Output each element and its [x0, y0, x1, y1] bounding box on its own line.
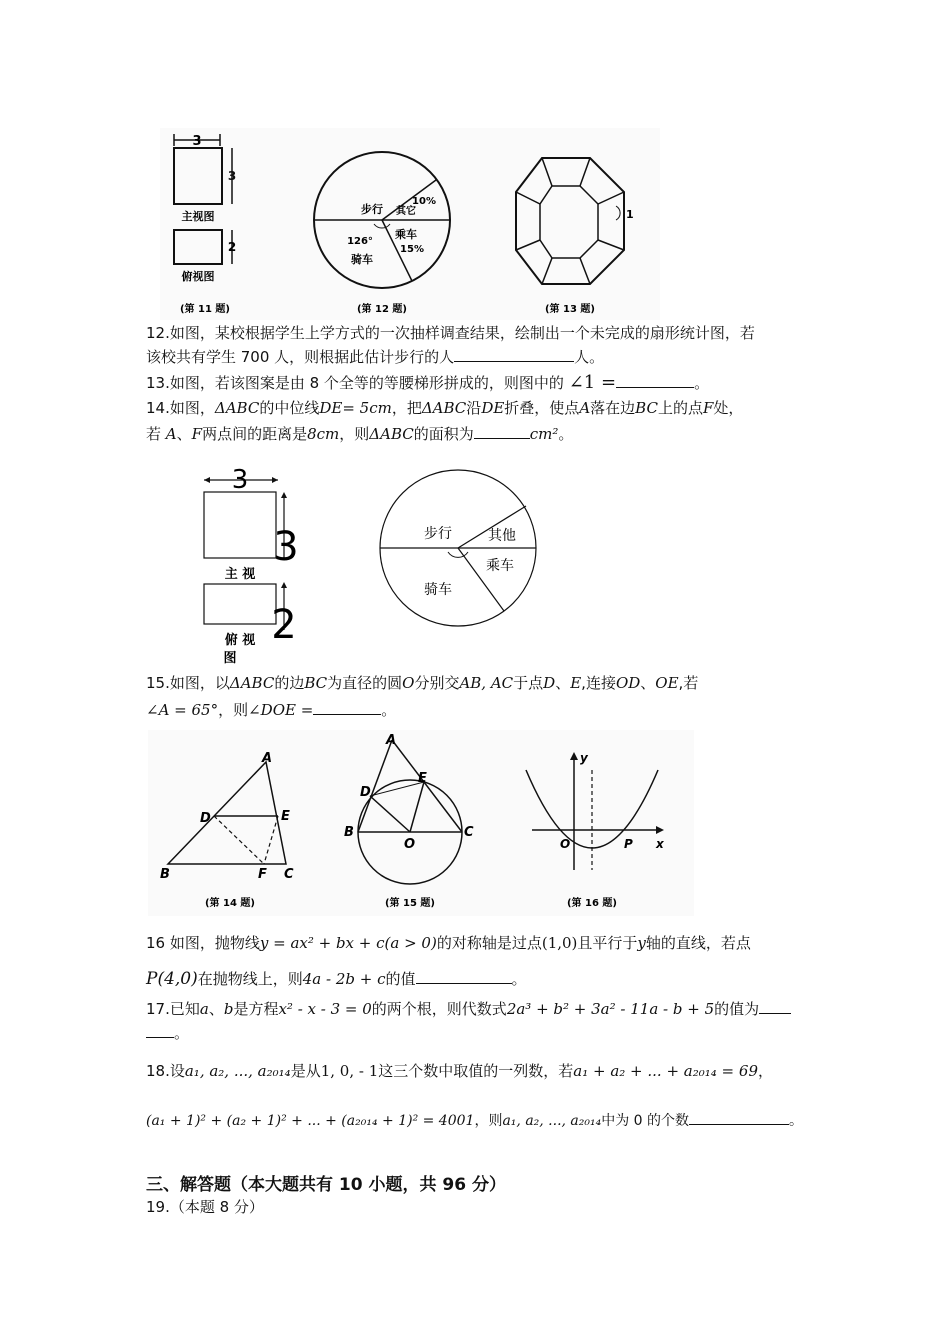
q15-doe: ∠DOE = [248, 701, 314, 719]
q13-after: 。 [694, 374, 710, 392]
fig14-D: D [200, 811, 211, 826]
q14-p2: 的中位线 [259, 399, 320, 417]
q16-line2 [146, 968, 527, 990]
fig12-other-pct: 10% [412, 196, 436, 207]
fig15-B: B [344, 825, 354, 840]
q18-after: 。 [789, 1113, 804, 1129]
q14-f-2: F [191, 425, 203, 443]
q15-p4: 分别交 [414, 674, 460, 692]
q14-p8: 处， [713, 399, 744, 417]
q15-e: E [570, 674, 582, 692]
q13-line [146, 372, 709, 394]
q17-p5: 的值为 [714, 1000, 760, 1018]
redrawn-bus-label: 乘车 [486, 558, 514, 574]
q15-angle: ∠A = 65° [146, 701, 219, 719]
q18-p1: 18.设 [146, 1062, 185, 1080]
fig12-bus-label: 乘车 [395, 228, 417, 241]
fig12-walk-label: 步行 [361, 203, 383, 216]
redrawn-main-view [204, 468, 299, 582]
q16-pt: (1,0) [541, 934, 578, 952]
redrawn-top-side-dim: 2 [271, 602, 297, 648]
q13-answer-blank[interactable] [616, 373, 694, 388]
fig13-angle-label: 1 [626, 208, 634, 221]
q14-tri: ΔABC [214, 399, 260, 417]
q15-p9: ,若 [678, 674, 699, 692]
q12-line2 [146, 346, 604, 368]
q15-after: 。 [381, 701, 397, 719]
q17-b: b [223, 1000, 234, 1018]
fig12-bike-label: 骑车 [351, 253, 373, 266]
redrawn-pie [380, 470, 536, 626]
q12-after: 人。 [574, 348, 605, 366]
q15-p7: ,连接 [581, 674, 616, 692]
q14-p6: 落在边 [590, 399, 636, 417]
fig16-P: P [624, 837, 633, 851]
fig16-y: y [580, 751, 588, 765]
q16-p4: 轴的直线，若点 [645, 934, 751, 952]
q16-eq: y = ax² + bx + c(a > 0) [259, 934, 437, 952]
q16-line1 [146, 932, 751, 954]
redrawn-main-top-dim: 3 [231, 468, 249, 495]
fig11-top-side-dim: 2 [227, 240, 237, 254]
q16-after: 。 [511, 970, 527, 988]
q16-p2: 的对称轴是过点 [436, 934, 542, 952]
q18-seq: a₁, a₂, ..., a₂₀₁₄ [184, 1062, 291, 1080]
q14-l2f: 。 [558, 425, 574, 443]
q15-line2 [146, 699, 396, 721]
q15-p1: 15.如图，以 [146, 674, 230, 692]
q14-l2b: 、 [176, 425, 192, 443]
q15-p8: 、 [640, 674, 656, 692]
fig14-C: C [284, 867, 294, 882]
q16-p3: 且平行于 [577, 934, 638, 952]
fig15-caption: (第 15 题) [384, 898, 436, 909]
section-3-heading: 三、解答题（本大题共有 10 小题，共 96 分） [146, 1175, 506, 1195]
q18-line2 [146, 1110, 803, 1132]
q14-p4: 沿 [466, 399, 482, 417]
fig14-caption: (第 14 题) [204, 898, 256, 909]
fig14-A: A [262, 751, 273, 766]
q15-tri: ΔABC [229, 674, 275, 692]
q17-line1 [146, 998, 791, 1020]
q16-y: y [637, 934, 646, 952]
q17-answer-blank-2[interactable] [146, 1023, 174, 1038]
q14-tri-2: ΔABC [421, 399, 467, 417]
q14-a-2: A [165, 425, 177, 443]
figure-row-3 [148, 730, 694, 916]
q17-expr: 2a³ + b² + 3a² - 11a - b + 5 [506, 1000, 715, 1018]
q14-bc: BC [635, 399, 658, 417]
q14-answer-blank[interactable] [474, 424, 530, 439]
q14-eq: = 5cm [342, 399, 392, 417]
q18-p3: 这三个数中取值的一列数，若 [378, 1062, 574, 1080]
q18-line1 [146, 1060, 773, 1082]
q14-l2d: ，则 [339, 425, 370, 443]
fig12-other-label: 其它 [396, 206, 416, 217]
q15-p5: 于点 [513, 674, 544, 692]
fig16-caption: (第 16 题) [566, 898, 618, 909]
fig16-O: O [560, 837, 571, 851]
redrawn-top-label-2: 图 [223, 651, 237, 666]
q15-d: D [543, 674, 556, 692]
fig11-main-label: 主视图 [181, 210, 215, 223]
q14-a: A [579, 399, 591, 417]
q17-p2: 、 [208, 1000, 224, 1018]
q16-l2b: 在抛物线上，则 [197, 970, 303, 988]
fig14-B: B [160, 867, 170, 882]
q14-p3: ，把 [391, 399, 422, 417]
q15-line1 [146, 672, 698, 694]
fig11-top-dim: 3 [192, 134, 202, 149]
q13-angle: ∠1 = [568, 372, 617, 393]
redrawn-top-label-1: 俯 视 [224, 633, 256, 648]
q15-p6: 、 [555, 674, 571, 692]
q16-expr: 4a - 2b + c [302, 970, 386, 988]
q17-p1: 17.已知 [146, 1000, 200, 1018]
q14-l2c: 两点间的距离是 [202, 425, 308, 443]
q13-text: 13.如图，若该图案是由 8 个全等的等腰梯形拼成的，则图中的 [146, 374, 564, 392]
q16-p1: 16 如图，抛物线 [146, 934, 260, 952]
q15-p2: 的边 [274, 674, 305, 692]
q14-p5: 折叠，使点 [504, 399, 580, 417]
redrawn-main-label: 主 视 [224, 567, 256, 582]
redrawn-walk-label: 步行 [424, 526, 452, 542]
fig15-E: E [418, 771, 427, 786]
figure-row-1 [160, 128, 660, 320]
q15-od: OD [615, 674, 641, 692]
q14-unit: cm² [529, 425, 559, 443]
q19-label: 19.（本题 8 分） [146, 1198, 264, 1216]
q18-seq2: a₁, a₂, ..., a₂₀₁₄ [502, 1113, 602, 1129]
q18-sq: (a₁ + 1)² + (a₂ + 1)² + ... + (a₂₀₁₄ + 1)² = 4001 [146, 1113, 475, 1129]
fig15-O: O [404, 837, 416, 852]
q17-line2 [146, 1022, 189, 1044]
fig12-bus-pct: 15% [400, 244, 424, 255]
fig14-E: E [281, 809, 290, 824]
q14-tri-3: ΔABC [369, 425, 414, 443]
q14-dist: 8cm [307, 425, 340, 443]
q18-p4: ， [757, 1062, 773, 1080]
q14-l2a: 若 [146, 425, 162, 443]
q17-eq: x² - x - 3 = 0 [278, 1000, 372, 1018]
q18-answer-blank[interactable] [689, 1110, 789, 1125]
redrawn-top-view [204, 582, 297, 666]
redrawn-other-label: 其他 [488, 528, 516, 544]
q14-p1: 14.如图， [146, 399, 215, 417]
q12-text2: 该校共有学生 700 人，则根据此估计步行的人 [146, 348, 455, 366]
q16-l2a: P(4,0) [146, 969, 198, 989]
q17-a: a [199, 1000, 209, 1018]
q15-p10: ，则 [218, 701, 249, 719]
fig15-C: C [464, 825, 474, 840]
fig13-caption: (第 13 题) [544, 304, 596, 315]
fig11-top-label: 俯视图 [181, 270, 215, 283]
fig11-main-side-dim: 3 [227, 169, 237, 183]
q16-answer-blank[interactable] [416, 969, 512, 984]
q18-p2: 是从 [290, 1062, 321, 1080]
q14-de: DE [319, 399, 343, 417]
q15-p3: 为直径的圆 [327, 674, 403, 692]
fig14-F: F [258, 867, 267, 882]
redrawn-main-side-dim: 3 [273, 524, 299, 570]
q12-answer-blank[interactable] [454, 347, 574, 362]
q17-p4: 的两个根，则代数式 [371, 1000, 507, 1018]
fig15-A: A [386, 733, 397, 748]
q12-line1: 12.如图，某校根据学生上学方式的一次抽样调查结果，绘制出一个未完成的扇形统计图，若 [146, 324, 755, 342]
fig12-angle-label: 126° [347, 236, 373, 247]
q14-l2e: 的面积为 [413, 425, 474, 443]
q18-vals: 1, 0, - 1 [320, 1062, 379, 1080]
q18-sum: a₁ + a₂ + ... + a₂₀₁₄ = 69 [573, 1062, 758, 1080]
q14-p7: 上的点 [657, 399, 703, 417]
q15-o: O [402, 674, 415, 692]
q17-after: 。 [174, 1024, 190, 1042]
redrawn-bike-label: 骑车 [424, 582, 452, 598]
q14-line2 [146, 423, 573, 445]
q18-p5: ，则 [474, 1113, 503, 1129]
figure-row-2 [196, 468, 556, 668]
q15-abac: AB, AC [459, 674, 514, 692]
fig11-caption: (第 11 题) [179, 304, 231, 315]
q18-p6: 中为 0 的个数 [601, 1113, 690, 1129]
q17-p3: 是方程 [233, 1000, 279, 1018]
fig15-D: D [360, 785, 371, 800]
fig16-x: x [656, 837, 664, 851]
q14-de-2: DE [481, 399, 505, 417]
fig12-caption: (第 12 题) [356, 304, 408, 315]
q15-bc: BC [304, 674, 328, 692]
q14-line1 [146, 397, 743, 419]
q15-answer-blank[interactable] [313, 700, 381, 715]
q16-l2c: 的值 [385, 970, 416, 988]
q15-oe: OE [655, 674, 679, 692]
q17-answer-blank[interactable] [759, 999, 791, 1014]
q14-f: F [702, 399, 714, 417]
